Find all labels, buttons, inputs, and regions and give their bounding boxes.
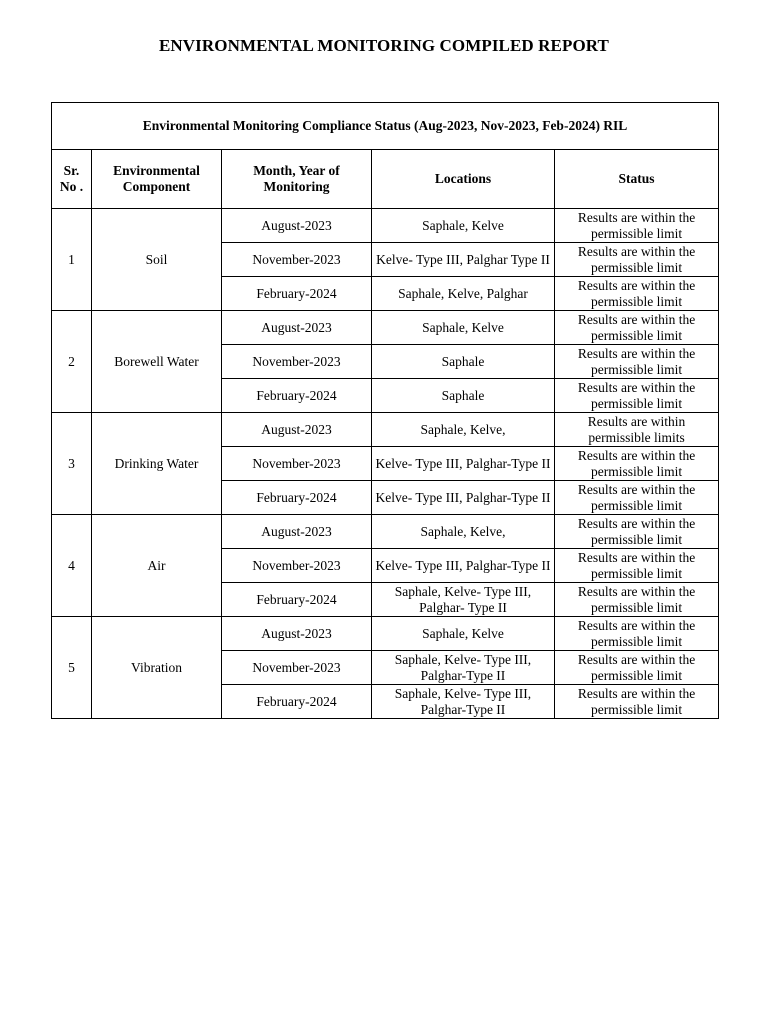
- locations-cell: Saphale, Kelve: [372, 617, 555, 651]
- status-cell: Results are within the permissible limit: [555, 243, 719, 277]
- status-cell: Results are within the permissible limit: [555, 311, 719, 345]
- month-cell: November-2023: [222, 549, 372, 583]
- component-cell: Borewell Water: [92, 311, 222, 413]
- table-row: [52, 515, 719, 549]
- locations-cell: Kelve- Type III, Palghar-Type II: [372, 549, 555, 583]
- table-row: [52, 209, 719, 243]
- month-cell: August-2023: [222, 311, 372, 345]
- month-cell: August-2023: [222, 209, 372, 243]
- locations-cell: Saphale: [372, 345, 555, 379]
- locations-cell: Saphale, Kelve: [372, 209, 555, 243]
- locations-cell: Saphale, Kelve,: [372, 413, 555, 447]
- component-cell: Drinking Water: [92, 413, 222, 515]
- sr-no-cell: 4: [52, 515, 92, 617]
- table-caption: Environmental Monitoring Compliance Status (Aug-2023, Nov-2023, Feb-2024) RIL: [52, 103, 719, 150]
- month-cell: February-2024: [222, 583, 372, 617]
- status-cell: Results are within the permissible limit: [555, 481, 719, 515]
- month-cell: November-2023: [222, 651, 372, 685]
- month-cell: February-2024: [222, 481, 372, 515]
- locations-cell: Kelve- Type III, Palghar-Type II: [372, 447, 555, 481]
- sr-no-cell: 2: [52, 311, 92, 413]
- locations-cell: Saphale, Kelve,: [372, 515, 555, 549]
- month-cell: November-2023: [222, 447, 372, 481]
- status-cell: Results are within the permissible limit: [555, 277, 719, 311]
- header-locations: Locations: [372, 150, 555, 209]
- locations-cell: Saphale: [372, 379, 555, 413]
- month-cell: August-2023: [222, 515, 372, 549]
- locations-cell: Saphale, Kelve, Palghar: [372, 277, 555, 311]
- component-cell: Air: [92, 515, 222, 617]
- month-cell: February-2024: [222, 379, 372, 413]
- month-cell: November-2023: [222, 345, 372, 379]
- locations-cell: Saphale, Kelve- Type III, Palghar-Type II: [372, 651, 555, 685]
- month-cell: August-2023: [222, 413, 372, 447]
- status-cell: Results are within the permissible limit: [555, 685, 719, 719]
- status-cell: Results are within the permissible limit: [555, 617, 719, 651]
- month-cell: February-2024: [222, 277, 372, 311]
- status-cell: Results are within the permissible limit: [555, 583, 719, 617]
- header-month-year: Month, Year of Monitoring: [222, 150, 372, 209]
- month-cell: August-2023: [222, 617, 372, 651]
- header-component: Environmental Component: [92, 150, 222, 209]
- table-body: [52, 209, 719, 719]
- sr-no-cell: 1: [52, 209, 92, 311]
- header-status: Status: [555, 150, 719, 209]
- locations-cell: Saphale, Kelve: [372, 311, 555, 345]
- status-cell: Results are within the permissible limit: [555, 209, 719, 243]
- month-cell: February-2024: [222, 685, 372, 719]
- locations-cell: Kelve- Type III, Palghar-Type II: [372, 481, 555, 515]
- table-caption-row: [52, 103, 719, 150]
- table-header-row: [52, 150, 719, 209]
- sr-no-cell: 5: [52, 617, 92, 719]
- compliance-status-table: [51, 102, 719, 719]
- locations-cell: Kelve- Type III, Palghar Type II: [372, 243, 555, 277]
- locations-cell: Saphale, Kelve- Type III, Palghar-Type II: [372, 685, 555, 719]
- status-cell: Results are within the permissible limit: [555, 549, 719, 583]
- status-cell: Results are within the permissible limit: [555, 515, 719, 549]
- month-cell: November-2023: [222, 243, 372, 277]
- locations-cell: Saphale, Kelve- Type III, Palghar- Type II: [372, 583, 555, 617]
- sr-no-cell: 3: [52, 413, 92, 515]
- status-cell: Results are within the permissible limit: [555, 345, 719, 379]
- document-title: ENVIRONMENTAL MONITORING COMPILED REPORT: [158, 36, 609, 55]
- status-cell: Results are within the permissible limit: [555, 651, 719, 685]
- status-cell: Results are within the permissible limit: [555, 447, 719, 481]
- status-cell: Results are within the permissible limit: [555, 379, 719, 413]
- table-row: [52, 311, 719, 345]
- component-cell: Soil: [92, 209, 222, 311]
- table-row: [52, 617, 719, 651]
- component-cell: Vibration: [92, 617, 222, 719]
- table-row: [52, 413, 719, 447]
- header-sr-no: Sr. No .: [52, 150, 92, 209]
- status-cell: Results are within permissible limits: [555, 413, 719, 447]
